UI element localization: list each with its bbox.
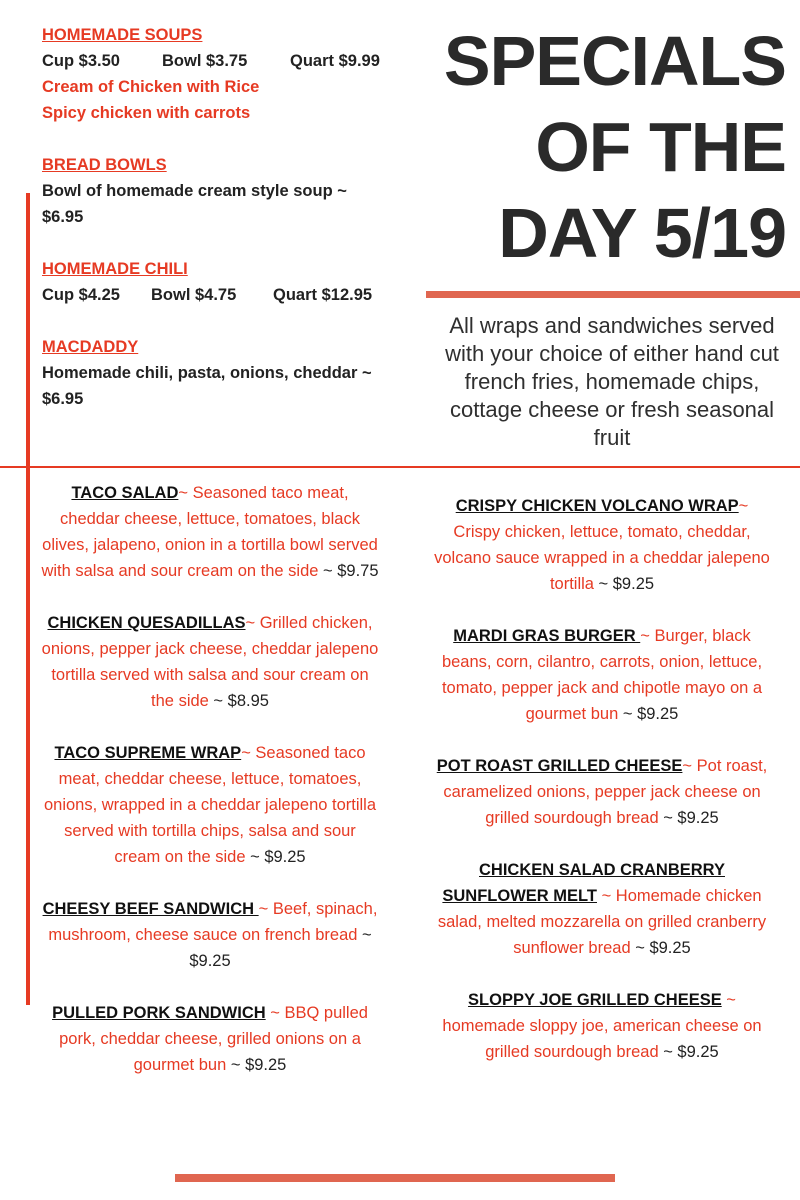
- sides-note: All wraps and sandwiches served with your choice of either hand cut french fries, homemade chips, cottage cheese or fresh seasonal fruit: [445, 313, 779, 450]
- menu-item-price: ~ $9.25: [618, 705, 679, 723]
- menu-item-price: ~ $9.25: [226, 1056, 287, 1074]
- bread-bowls-desc: Bowl of homemade cream style soup ~: [42, 182, 347, 200]
- menu-item-desc: ~ Crispy chicken, lettuce, tomato, cheddar, volcano sauce wrapped in a cheddar jalepeno tortilla: [434, 497, 770, 593]
- page-title: [406, 18, 786, 276]
- menu-item-name: POT ROAST GRILLED CHEESE: [436, 757, 683, 775]
- menu-item-price: ~ $9.25: [593, 575, 655, 593]
- menu-item-desc: ~ Grilled chicken, onions, pepper jack cheese, cheddar jalepeno tortilla served with salsa and sour cream on the side: [41, 614, 379, 710]
- soup-item: Spicy chicken with carrots: [42, 104, 251, 122]
- menu-item: [40, 480, 380, 584]
- menu-item-name: TACO SALAD: [71, 484, 179, 502]
- menu-item-name: CRISPY CHICKEN VOLCANO WRAP: [455, 497, 739, 515]
- menu-item-name: PULLED PORK SANDWICH: [52, 1004, 266, 1022]
- soup-bowl-price: Bowl $3.75: [162, 52, 248, 70]
- soup-item: Cream of Chicken with Rice: [42, 78, 260, 96]
- title-line: DAY 5/19: [498, 194, 786, 272]
- chili-heading: HOMEMADE CHILI: [42, 260, 188, 278]
- menu-item-desc: ~ Burger, black beans, corn, cilantro, carrots, onion, lettuce, tomato, pepper jack and chipotle mayo on a gourmet bun: [441, 627, 763, 723]
- title-line: SPECIALS: [443, 22, 786, 100]
- menu-item-desc: ~ Homemade chicken salad, melted mozzarella on grilled cranberry sunflower bread: [437, 887, 767, 957]
- chili-quart-price: Quart $12.95: [273, 286, 373, 304]
- title-line: OF THE: [535, 108, 786, 186]
- macdaddy-price: $6.95: [42, 390, 84, 408]
- menu-item-desc: ~ Pot roast, caramelized onions, pepper jack cheese on grilled sourdough bread: [443, 757, 768, 827]
- menu-item-name: SLOPPY JOE GRILLED CHEESE: [468, 991, 722, 1009]
- menu-item: [432, 857, 772, 961]
- menu-item: [432, 493, 772, 597]
- menu-item-name: TACO SUPREME WRAP: [54, 744, 242, 762]
- macdaddy-desc: Homemade chili, pasta, onions, cheddar ~: [42, 364, 372, 382]
- menu-item: [40, 740, 380, 870]
- vertical-divider: [26, 193, 30, 1005]
- menu-item: [40, 610, 380, 714]
- menu-item-price: ~ $9.25: [245, 848, 306, 866]
- chili-prices: [42, 282, 422, 308]
- bread-bowls-price: $6.95: [42, 208, 84, 226]
- menu-item-price: ~ $8.95: [208, 692, 269, 710]
- menu-column-left: [40, 480, 380, 1104]
- menu-item-price: ~ $9.25: [189, 926, 372, 970]
- menu-item: [40, 896, 380, 974]
- bread-bowls-heading: BREAD BOWLS: [42, 156, 167, 174]
- bottom-divider: [175, 1174, 615, 1182]
- soups-heading: HOMEMADE SOUPS: [42, 26, 203, 44]
- menu-column-right: [432, 493, 772, 1091]
- menu-item: [432, 623, 772, 727]
- horizontal-divider: [0, 466, 800, 468]
- menu-item-name: CHEESY BEEF SANDWICH: [42, 900, 259, 918]
- soups-prices: [42, 48, 422, 74]
- macdaddy-heading: MACDADDY: [42, 338, 139, 356]
- menu-item-name: MARDI GRAS BURGER: [453, 627, 641, 645]
- menu-item-name: CHICKEN QUESADILLAS: [47, 614, 246, 632]
- title-divider: [426, 291, 800, 298]
- menu-item: [432, 753, 772, 831]
- soups-block: [42, 22, 422, 412]
- menu-item-desc: ~ homemade sloppy joe, american cheese on grilled sourdough bread: [442, 991, 762, 1061]
- menu-item-price: ~ $9.25: [658, 1043, 719, 1061]
- menu-item-price: ~ $9.75: [318, 562, 379, 580]
- menu-item-desc: ~ Seasoned taco meat, cheddar cheese, lettuce, tomatoes, onions, wrapped in a cheddar jalepeno tortilla served with tortilla chips, salsa and sour cream on the side: [43, 744, 377, 866]
- menu-item-desc: ~ Seasoned taco meat, cheddar cheese, lettuce, tomatoes, black olives, jalapeno, onion in a tortilla bowl served with salsa and sour cream on the side: [41, 484, 378, 580]
- menu-item-price: ~ $9.25: [630, 939, 691, 957]
- soup-quart-price: Quart $9.99: [290, 52, 380, 70]
- menu-item-price: ~ $9.25: [658, 809, 719, 827]
- soup-cup-price: Cup $3.50: [42, 52, 120, 70]
- menu-item-name: CHICKEN SALAD CRANBERRY SUNFLOWER MELT: [442, 861, 725, 905]
- chili-bowl-price: Bowl $4.75: [151, 286, 237, 304]
- menu-item-desc: ~ Beef, spinach, mushroom, cheese sauce on french bread: [48, 900, 378, 944]
- menu-item: [432, 987, 772, 1065]
- menu-item-desc: ~ BBQ pulled pork, cheddar cheese, grilled onions on a gourmet bun: [59, 1004, 368, 1074]
- menu-item: [40, 1000, 380, 1078]
- chili-cup-price: Cup $4.25: [42, 286, 120, 304]
